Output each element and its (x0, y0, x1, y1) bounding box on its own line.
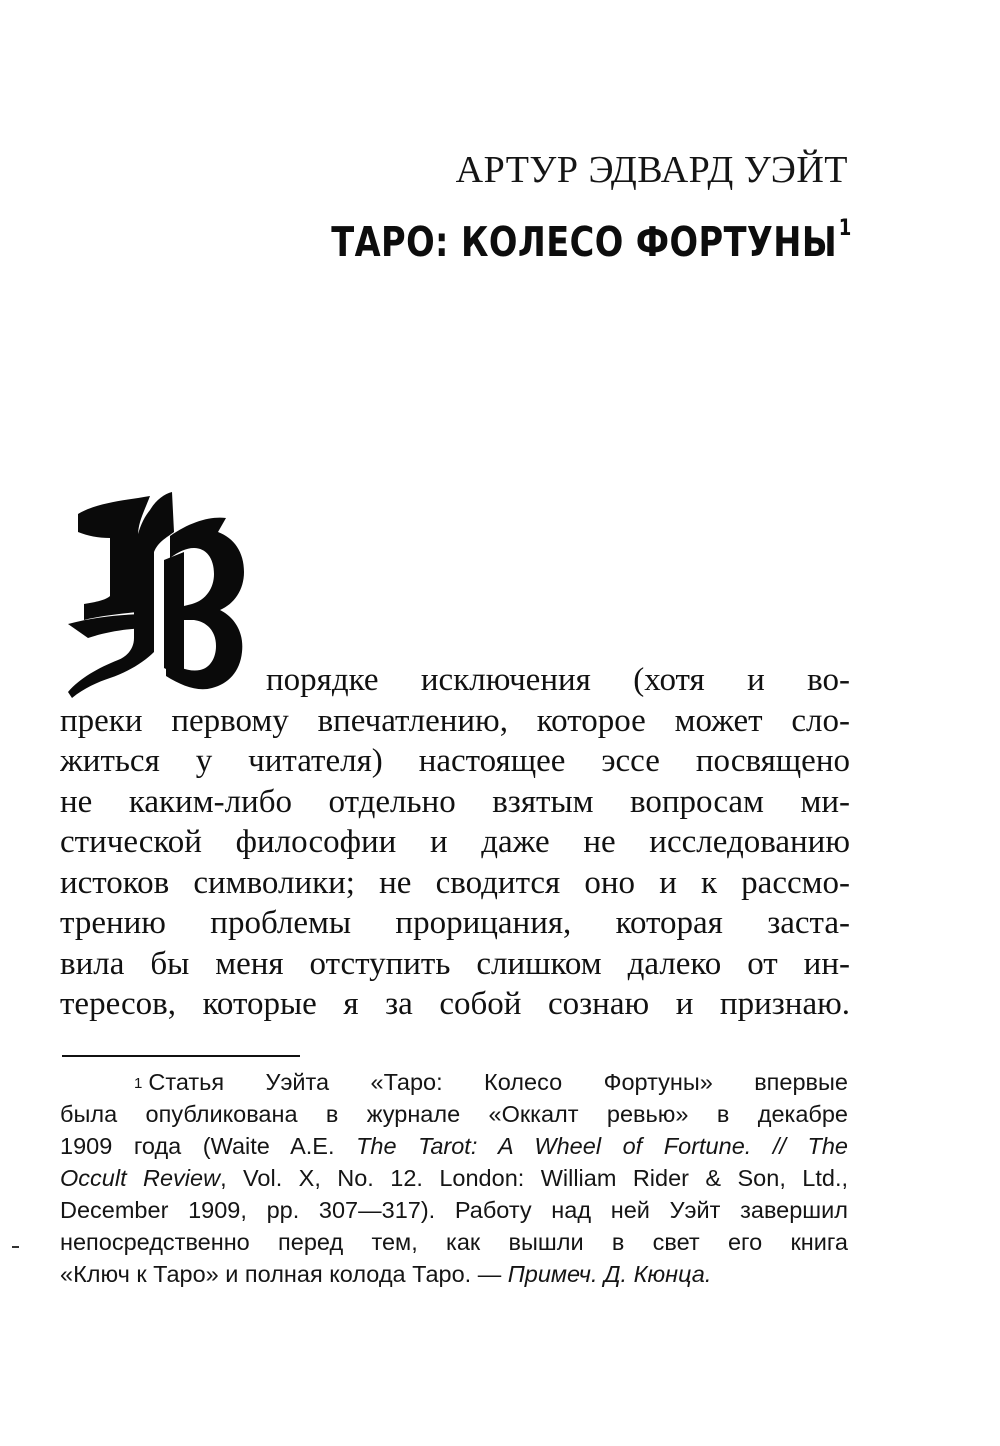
body-line: стической философии и даже не исследованию (60, 824, 850, 860)
body-line: вила бы меня отступить слишком далеко от ин- (60, 945, 850, 982)
footnote-line: December 1909, pp. 307—317). Работу над ней Уэйт завершил (60, 1197, 848, 1223)
margin-mark (12, 1246, 19, 1248)
footnote-separator (62, 1055, 300, 1057)
title-footnote-marker: 1 (839, 216, 852, 241)
footnote-line: была опубликована в журнале «Оккалт ревью» в декабре (60, 1101, 848, 1127)
footnote-line: $^1$ Статья Уэйта «Таро: Колесо Фортуны» впервые (134, 1069, 848, 1095)
body-line: житься у читателя) настоящее эссе посвящено (60, 743, 850, 779)
body-line: тересов, которые я за собой сознаю и признаю. (60, 986, 850, 1022)
body-paragraph (60, 660, 850, 1025)
body-line: трению проблемы прорицания, которая заста- (60, 905, 850, 941)
footnote (60, 1066, 848, 1290)
footnote-line: «Ключ к Таро» и полная колода Таро. — Примеч. Д. Кюнца. (60, 1261, 712, 1287)
footnote-line: Occult Review, Vol. X, No. 12. London: William Rider & Son, Ltd., (60, 1165, 848, 1191)
body-line: преки первому впечатлению, которое может сло- (60, 702, 850, 739)
footnote-line: 1909 года (Waite A.E. The Tarot: A Wheel of Fortune. // The (60, 1133, 848, 1159)
body-line: истоков символики; не сводится оно и к рассмо- (60, 864, 850, 901)
footnote-line: непосредственно перед тем, как вышли в свет его книга (60, 1229, 848, 1255)
article-title-text: ТАРО: КОЛЕСО ФОРТУНЫ (331, 218, 838, 266)
article-title (332, 218, 852, 266)
footnote-marker: 1 (134, 1075, 143, 1092)
author-name: АРТУР ЭДВАРД УЭЙТ (455, 149, 848, 191)
body-line: не каким-либо отдельно взятым вопросам ми- (60, 783, 850, 820)
body-line: порядке исключения (хотя и во- (266, 662, 850, 698)
